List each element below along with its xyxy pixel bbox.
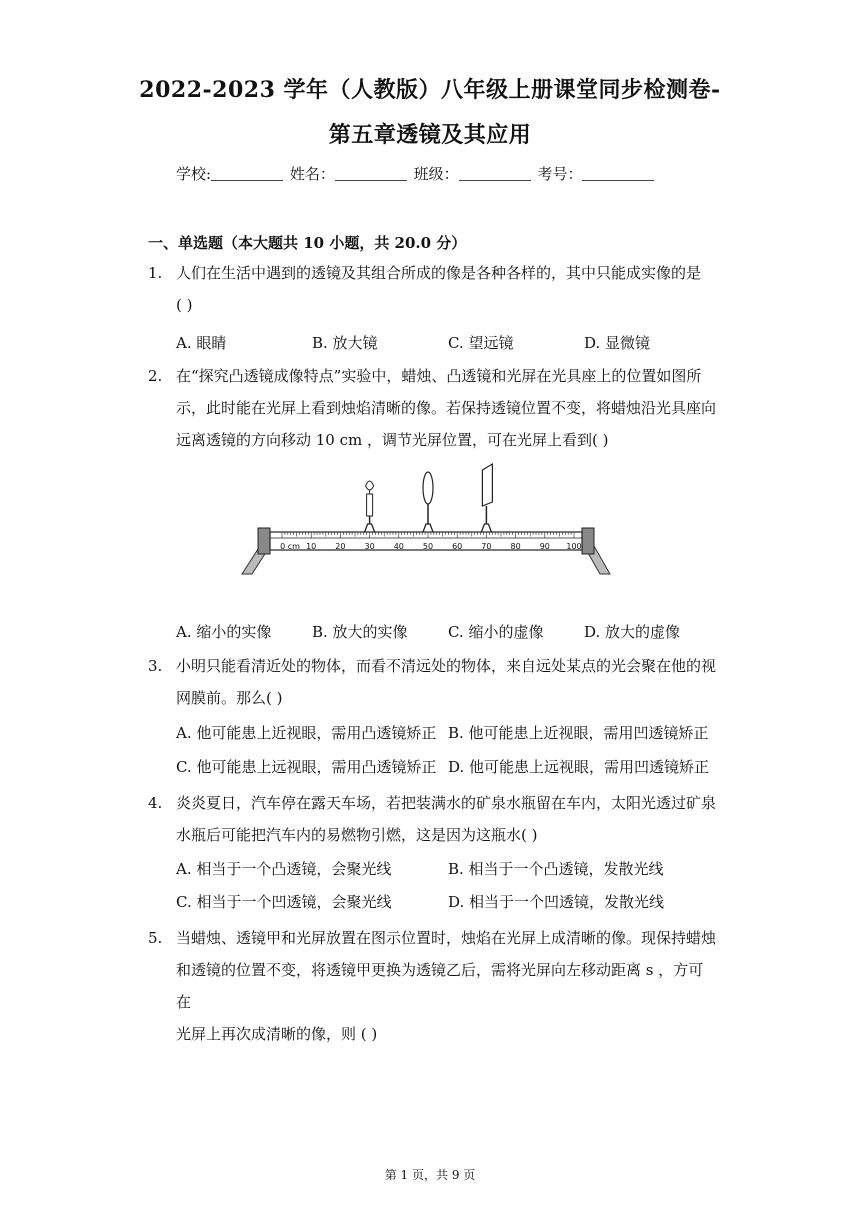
name-label: 姓名： [289,165,335,183]
scale-label: 50 [422,542,434,551]
question-number: 5. [148,929,163,947]
class-blank [459,166,531,181]
question-1 [148,257,718,321]
school-blank [211,166,283,181]
left-end-block [258,528,270,554]
option-a[interactable]: A. 眼睛 [176,334,227,352]
exam-number-label: 考号： [537,165,583,183]
option-c[interactable]: C. 望远镜 [448,334,514,352]
screen-icon [482,464,492,506]
scale-label: 10 [306,542,317,551]
option-c[interactable]: C. 缩小的虚像 [448,623,544,641]
stem-line: 人们在生活中遇到的透镜及其组合所成的像是各种各样的，其中只能成实像的是 [176,264,702,282]
scale-label: 30 [364,542,375,551]
stem-line: 网膜前。那么( ) [176,689,283,707]
scale-label: 60 [452,542,463,551]
school-label: 学校: [176,165,212,183]
question-stem [176,650,718,714]
exam-title-line2: 第五章透镜及其应用 [328,122,532,148]
exam-number-blank [582,166,654,181]
scale-label: 0 cm [280,542,300,551]
option-d[interactable]: D. 放大的虚像 [584,623,681,641]
option-c[interactable]: C. 他可能患上远视眼，需用凸透镜矫正 [176,758,437,776]
option-b[interactable]: B. 放大的实像 [312,623,408,641]
light-screen [481,464,492,532]
student-info-line [176,163,656,184]
stem-line: 小明只能看清近处的物体，而看不清远处的物体，来自远处某点的光会聚在他的视 [176,657,717,675]
stem-line: 当蜡烛、透镜甲和光屏放置在图示位置时，烛焰在光屏上成清晰的像。现保持蜡烛 [176,929,717,947]
lens-holder [423,524,433,532]
stem-line: 远离透镜的方向移动 10 cm ，调节光屏位置，可在光屏上看到( ) [176,431,609,449]
scale-label: 40 [393,542,404,551]
stem-line: 和透镜的位置不变，将透镜甲更换为透镜乙后，需将光屏向左移动距离 s ，方可在 [176,961,704,1011]
optical-bench-figure [238,462,614,580]
option-b[interactable]: B. 放大镜 [312,334,378,352]
option-a[interactable]: A. 缩小的实像 [176,623,272,641]
question-number: 2. [148,367,163,385]
stem-line: 炎炎夏日，汽车停在露天车场，若把装满水的矿泉水瓶留在车内，太阳光透过矿泉 [176,794,717,812]
scale-label: 100 [566,542,582,551]
scale-label: 20 [335,542,346,551]
right-end-block [582,528,594,554]
question-stem [176,360,718,456]
option-b[interactable]: B. 相当于一个凸透镜，发散光线 [448,860,664,878]
option-d[interactable]: D. 相当于一个凹透镜，发散光线 [448,893,665,911]
stem-line: 在“探究凸透镜成像特点”实验中，蜡烛、凸透镜和光屏在光具座上的位置如图所 [176,367,702,385]
question-5 [148,922,718,1050]
scale-label: 80 [510,542,521,551]
question-2 [148,360,718,456]
page-footer: 第 1 页，共 9 页 [384,1168,476,1182]
question-3 [148,650,718,714]
question-4 [148,787,718,851]
question-stem [176,257,718,321]
name-blank [335,166,407,181]
screen-holder [481,524,491,532]
option-c[interactable]: C. 相当于一个凹透镜，会聚光线 [176,893,392,911]
candle-holder [365,524,375,532]
exam-title-line1: 2022-2023 学年（人教版）八年级上册课堂同步检测卷- [139,77,721,103]
stem-line: ( ) [176,296,193,314]
stem-line: 水瓶后可能把汽车内的易燃物引燃，这是因为这瓶水( ) [176,826,538,844]
question-stem [176,787,718,851]
candle-flame-icon [366,481,374,490]
option-a[interactable]: A. 他可能患上近视眼，需用凸透镜矫正 [176,724,437,742]
option-d[interactable]: D. 显微镜 [584,334,651,352]
option-d[interactable]: D. 他可能患上远视眼，需用凹透镜矫正 [448,758,710,776]
candle-body [367,494,373,516]
question-number: 1. [148,264,163,282]
question-number: 3. [148,657,163,675]
scale-label: 90 [539,542,550,551]
candle [365,481,375,532]
option-b[interactable]: B. 他可能患上近视眼，需用凹透镜矫正 [448,724,709,742]
option-a[interactable]: A. 相当于一个凸透镜，会聚光线 [176,860,392,878]
stem-line: 示，此时能在光屏上看到烛焰清晰的像。若保持透镜位置不变，将蜡烛沿光具座向 [176,399,717,417]
question-number: 4. [148,794,163,812]
scale-label: 70 [481,542,492,551]
section-title: 一、单选题（本大题共 10 小题，共 20.0 分） [148,234,467,252]
convex-lens [423,472,433,532]
class-label: 班级： [413,165,459,183]
lens-icon [423,472,433,504]
stem-line: 光屏上再次成清晰的像，则 ( ) [176,1025,378,1043]
question-stem [176,922,718,1050]
